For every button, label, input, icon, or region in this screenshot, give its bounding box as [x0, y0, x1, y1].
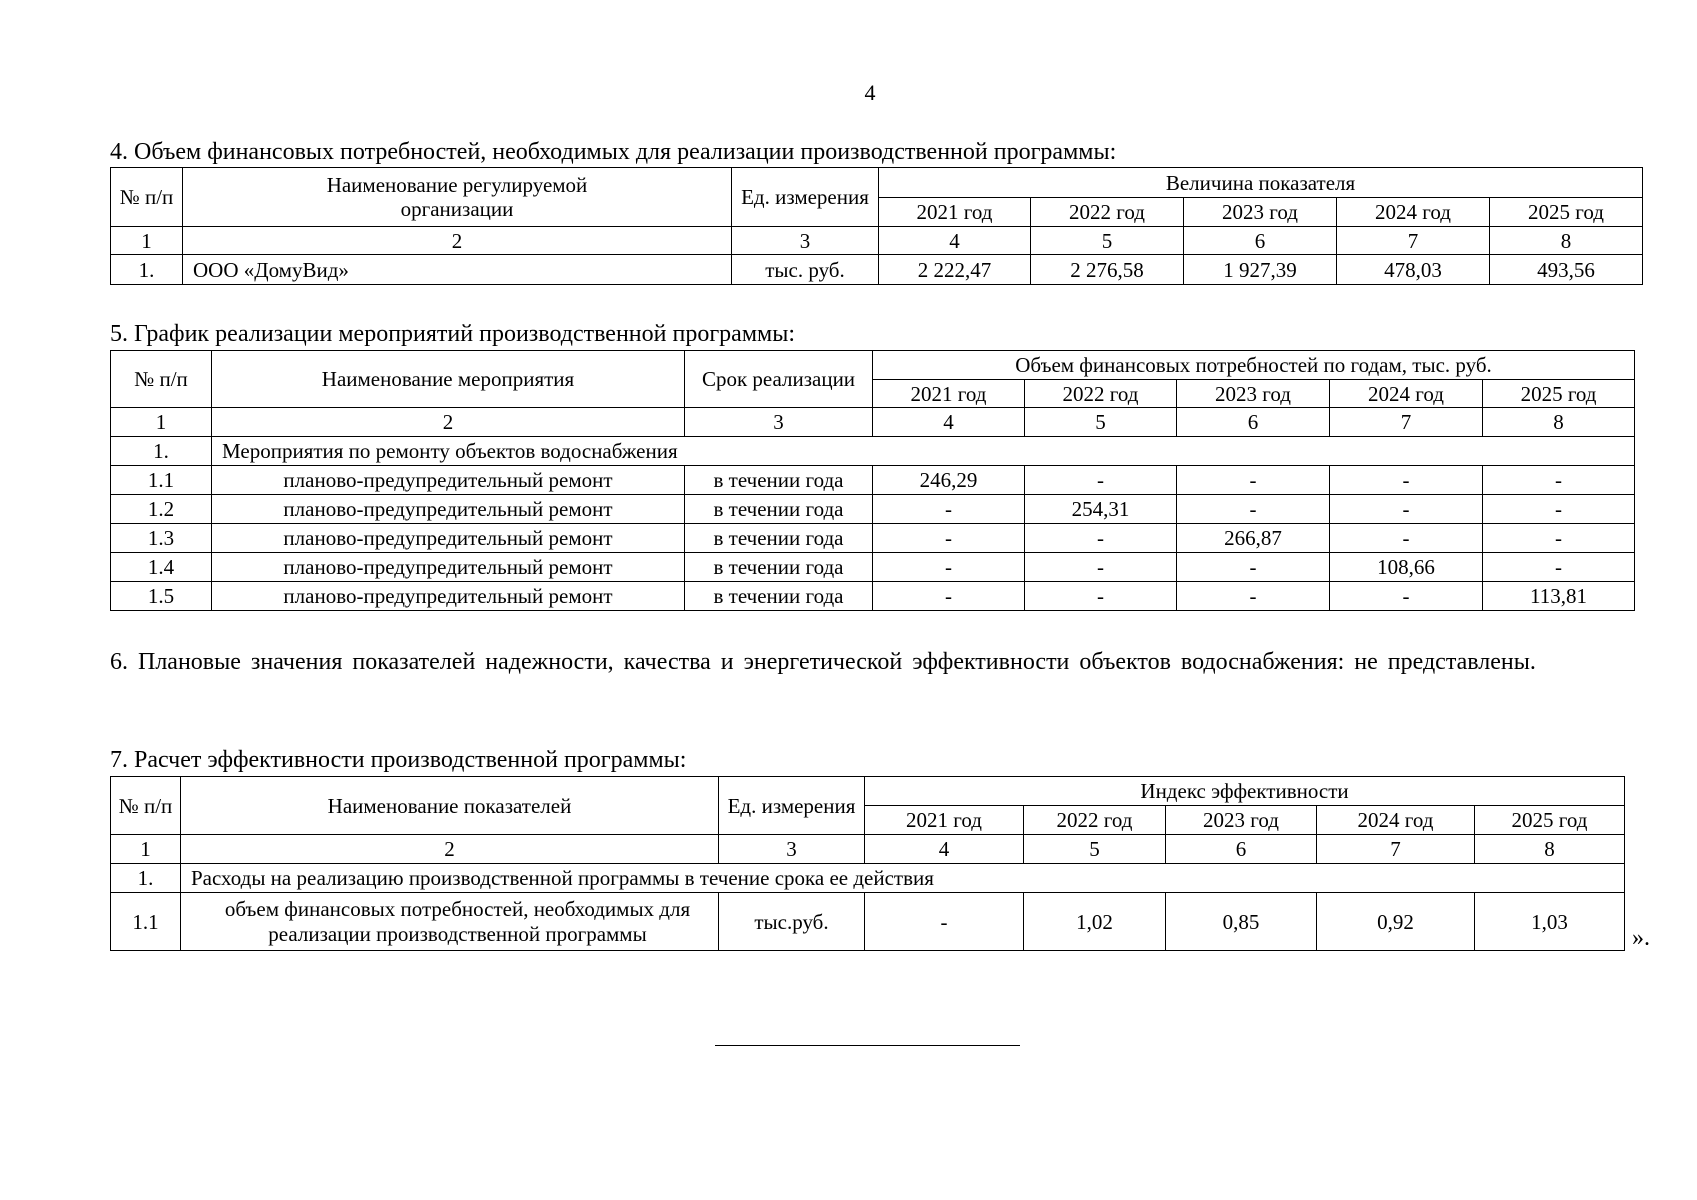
section-4-title: 4. Объем финансовых потребностей, необходимых для реализации производственной программы: [110, 139, 1117, 165]
row-value: 113,81 [1483, 582, 1635, 611]
header-num: № п/п [111, 351, 212, 408]
row-value: - [1330, 466, 1483, 495]
group-row [111, 437, 1635, 466]
row-name: планово-предупредительный ремонт [212, 524, 685, 553]
table-row [111, 466, 1635, 495]
financial-needs-table [110, 167, 1643, 285]
index-cell: 6 [1177, 408, 1330, 437]
index-cell: 8 [1490, 227, 1643, 255]
index-cell: 3 [685, 408, 873, 437]
row-value: - [1025, 466, 1177, 495]
index-cell: 5 [1024, 835, 1166, 864]
header-name: Наименование мероприятия [212, 351, 685, 408]
row-unit: тыс. руб. [732, 255, 879, 285]
row-num: 1.4 [111, 553, 212, 582]
index-row [111, 408, 1635, 437]
index-cell: 8 [1483, 408, 1635, 437]
header-year: 2024 год [1337, 198, 1490, 227]
row-value: 1 927,39 [1184, 255, 1337, 285]
header-num: № п/п [111, 777, 181, 835]
index-cell: 1 [111, 227, 183, 255]
row-value: - [1177, 553, 1330, 582]
row-name: планово-предупредительный ремонт [212, 553, 685, 582]
header-name: Наименование показателей [181, 777, 719, 835]
row-value: 108,66 [1330, 553, 1483, 582]
index-cell: 1 [111, 835, 181, 864]
row-value: - [1483, 466, 1635, 495]
row-num: 1.1 [111, 893, 181, 951]
row-value: 0,85 [1166, 893, 1317, 951]
header-name: Наименование регулируемой организации [183, 168, 732, 227]
index-cell: 6 [1166, 835, 1317, 864]
index-row [111, 227, 1643, 255]
row-value: - [873, 495, 1025, 524]
index-cell: 3 [732, 227, 879, 255]
table-row [111, 255, 1643, 285]
index-cell: 5 [1025, 408, 1177, 437]
row-value: 266,87 [1177, 524, 1330, 553]
row-name: планово-предупредительный ремонт [212, 495, 685, 524]
header-year: 2023 год [1177, 380, 1330, 408]
row-name: Расходы на реализацию производственной программы в течение срока ее действия [181, 864, 1625, 893]
row-term: в течении года [685, 466, 873, 495]
section-6-text: 6. Плановые значения показателей надежности, качества и энергетической эффективности объектов водоснабжения: не представлены. [110, 649, 1536, 675]
header-year: 2021 год [865, 806, 1024, 835]
table-row [111, 495, 1635, 524]
row-value: - [1177, 466, 1330, 495]
page-number: 4 [864, 80, 876, 105]
table-row [111, 553, 1635, 582]
efficiency-table [110, 776, 1625, 951]
row-value: - [1177, 582, 1330, 611]
header-year: 2024 год [1317, 806, 1475, 835]
row-value: - [873, 524, 1025, 553]
row-value: 254,31 [1025, 495, 1177, 524]
row-value: 2 276,58 [1031, 255, 1184, 285]
row-name: планово-предупредительный ремонт [212, 466, 685, 495]
index-cell: 6 [1184, 227, 1337, 255]
index-cell: 7 [1330, 408, 1483, 437]
row-term: в течении года [685, 553, 873, 582]
row-num: 1.2 [111, 495, 212, 524]
row-value: - [1330, 524, 1483, 553]
row-num: 1.1 [111, 466, 212, 495]
row-name: Мероприятия по ремонту объектов водоснабжения [212, 437, 1635, 466]
header-year: 2024 год [1330, 380, 1483, 408]
row-value: - [865, 893, 1024, 951]
index-cell: 7 [1317, 835, 1475, 864]
table-row [111, 582, 1635, 611]
row-value: - [1483, 553, 1635, 582]
index-cell: 4 [873, 408, 1025, 437]
row-value: 2 222,47 [879, 255, 1031, 285]
header-year: 2022 год [1031, 198, 1184, 227]
row-value: - [1177, 495, 1330, 524]
index-cell: 2 [181, 835, 719, 864]
header-num: № п/п [111, 168, 183, 227]
table-row [111, 893, 1625, 951]
row-value: - [1483, 495, 1635, 524]
header-unit: Ед. измерения [732, 168, 879, 227]
row-num: 1.3 [111, 524, 212, 553]
row-value: 1,03 [1475, 893, 1625, 951]
header-term: Срок реализации [685, 351, 873, 408]
index-cell: 2 [212, 408, 685, 437]
row-value: 246,29 [873, 466, 1025, 495]
index-cell: 4 [879, 227, 1031, 255]
row-value: - [1483, 524, 1635, 553]
header-year: 2025 год [1483, 380, 1635, 408]
header-year: 2025 год [1475, 806, 1625, 835]
header-year: 2021 год [879, 198, 1031, 227]
index-cell: 1 [111, 408, 212, 437]
row-value: - [1025, 582, 1177, 611]
row-unit: тыс.руб. [719, 893, 865, 951]
row-value: 493,56 [1490, 255, 1643, 285]
index-cell: 3 [719, 835, 865, 864]
header-year: 2022 год [1025, 380, 1177, 408]
row-value: - [873, 553, 1025, 582]
row-value: 0,92 [1317, 893, 1475, 951]
table-row [111, 524, 1635, 553]
row-value: 1,02 [1024, 893, 1166, 951]
footer-divider [715, 1045, 1020, 1046]
index-cell: 7 [1337, 227, 1490, 255]
row-term: в течении года [685, 524, 873, 553]
row-name: ООО «ДомуВид» [183, 255, 732, 285]
row-value: - [1025, 524, 1177, 553]
row-value: 478,03 [1337, 255, 1490, 285]
header-year: 2023 год [1166, 806, 1317, 835]
row-num: 1. [111, 864, 181, 893]
row-value: - [873, 582, 1025, 611]
row-term: в течении года [685, 495, 873, 524]
index-cell: 8 [1475, 835, 1625, 864]
row-value: - [1025, 553, 1177, 582]
row-name: планово-предупредительный ремонт [212, 582, 685, 611]
header-year: 2025 год [1490, 198, 1643, 227]
index-row [111, 835, 1625, 864]
header-unit: Ед. измерения [719, 777, 865, 835]
row-value: - [1330, 582, 1483, 611]
index-cell: 2 [183, 227, 732, 255]
header-group: Объем финансовых потребностей по годам, тыс. руб. [873, 351, 1635, 380]
row-num: 1.5 [111, 582, 212, 611]
header-group: Величина показателя [879, 168, 1643, 198]
schedule-table [110, 350, 1635, 611]
header-year: 2021 год [873, 380, 1025, 408]
row-name: объем финансовых потребностей, необходимых для реализации производственной программы [181, 893, 719, 951]
group-row [111, 864, 1625, 893]
index-cell: 4 [865, 835, 1024, 864]
row-num: 1. [111, 255, 183, 285]
closing-quote: ». [1632, 925, 1650, 951]
section-7-title: 7. Расчет эффективности производственной программы: [110, 747, 687, 773]
header-year: 2023 год [1184, 198, 1337, 227]
header-year: 2022 год [1024, 806, 1166, 835]
index-cell: 5 [1031, 227, 1184, 255]
row-num: 1. [111, 437, 212, 466]
row-value: - [1330, 495, 1483, 524]
section-5-title: 5. График реализации мероприятий производственной программы: [110, 321, 795, 347]
header-group: Индекс эффективности [865, 777, 1625, 806]
row-term: в течении года [685, 582, 873, 611]
